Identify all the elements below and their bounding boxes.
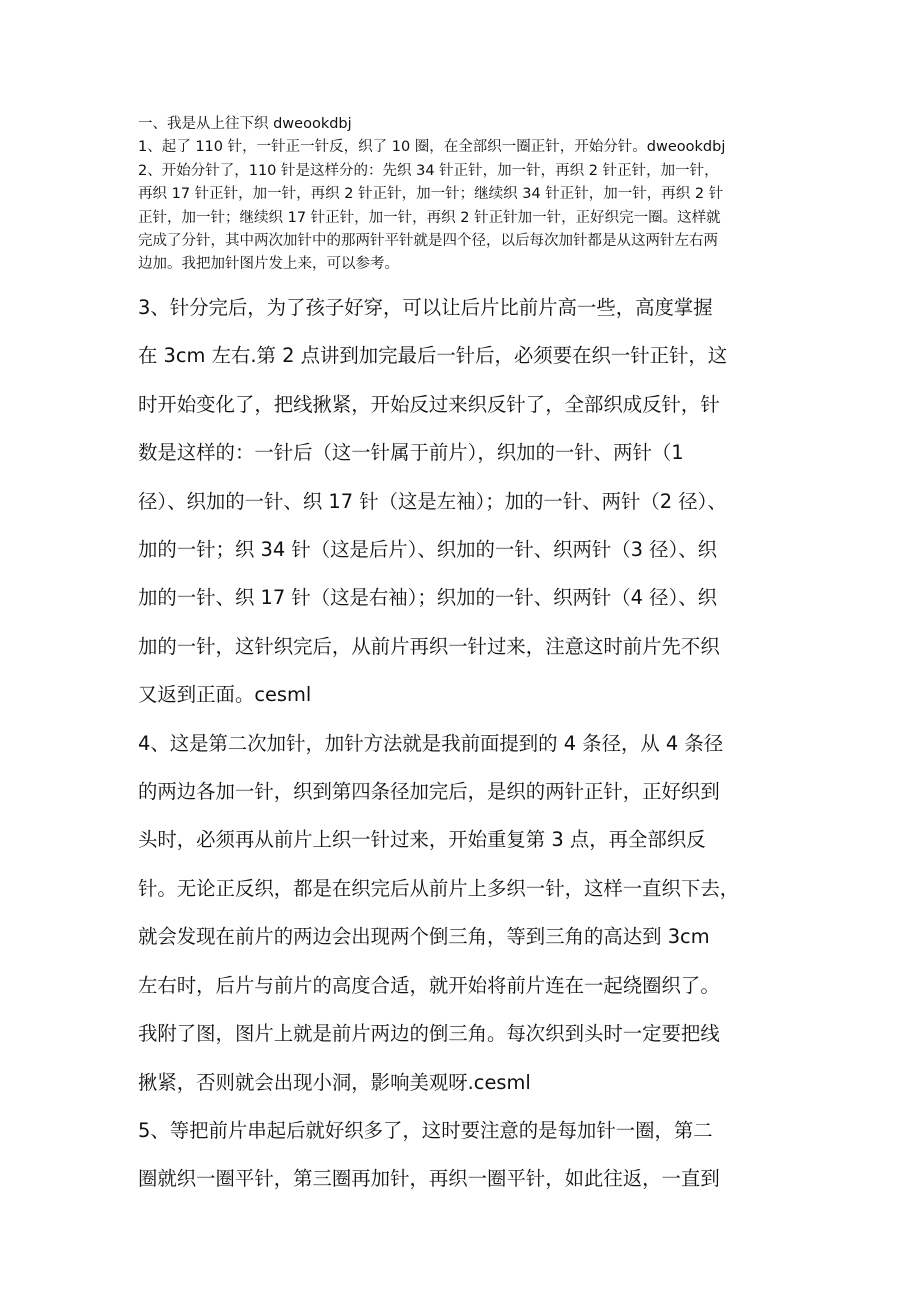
text-line: 我附了图，图片上就是前片两边的倒三角。每次织到头时一定要把线 [138,1022,720,1046]
text-line: 完成了分针，其中两次加针中的那两针平针就是四个径，以后每次加针都是从这两针左右两 [138,233,718,250]
text-line: 数是这样的：一针后（这一针属于前片），织加的一针、两针（1 [138,441,684,465]
text-line: 加的一针，这针织完后，从前片再织一针过来，注意这时前片先不织 [138,634,720,658]
text-line: 在 3cm 左右.第 2 点讲到加完最后一针后，必须要在织一针正针，这 [138,344,728,368]
text-line: 加的一针、织 17 针（这是右袖）；织加的一针、织两针（4 径）、织 [138,586,718,610]
intro-section [138,113,798,277]
text-line: 又返到正面。cesml [138,683,312,707]
text-line: 4、这是第二次加针，加针方法就是我前面提到的 4 条径，从 4 条径 [138,731,724,755]
text-line: 再织 17 针正针，加一针，再织 2 针正针，加一针；继续织 34 针正针，加一针，再织 2 针 [138,186,724,203]
text-line: 1、起了 110 针，一针正一针反，织了 10 圈，在全部织一圈正针，开始分针。dweookdbj [138,139,726,156]
text-line: 加的一针；织 34 针（这是后片）、织加的一针、织两针（3 径）、织 [138,538,718,562]
text-line: 就会发现在前片的两边会出现两个倒三角，等到三角的高达到 3cm [138,925,710,949]
text-line: 边加。我把加针图片发上来，可以参考。 [138,256,399,273]
text-line: 左右时，后片与前片的高度合适，就开始将前片连在一起绕圈织了。 [138,973,720,997]
text-line: 径）、织加的一针、织 17 针（这是左袖）；加的一针、两针（2 径）、 [138,489,727,513]
text-line: 正针，加一针；继续织 17 针正针，加一针，再织 2 针正针加一针，正好织完一圈。这样就 [138,209,721,226]
text-line: 3、针分完后，为了孩子好穿，可以让后片比前片高一些，高度掌握 [138,296,713,319]
instructions-section [138,284,818,1204]
text-line: 5、等把前片串起后就好织多了，这时要注意的是每加针一圈，第二 [138,1118,713,1142]
text-line: 时开始变化了，把线揪紧，开始反过来织反针了，全部织成反针，针 [138,392,720,416]
text-line: 针。无论正反织，都是在织完后从前片上多织一针，这样一直织下去， [138,876,740,900]
text-line: 揪紧，否则就会出现小洞，影响美观呀.cesml [138,1070,531,1094]
text-line: 的两边各加一针，织到第四条径加完后，是织的两针正针，正好织到 [138,780,720,804]
text-line: 2、开始分针了，110 针是这样分的：先织 34 针正针，加一针，再织 2 针正针，加一针， [138,162,719,179]
text-line: 头时，必须再从前片上织一针过来，开始重复第 3 点，再全部织反 [138,828,706,852]
text-line: 一、我是从上往下织 dweookdbj [138,116,352,132]
text-line: 圈就织一圈平针，第三圈再加针，再织一圈平针，如此往返，一直到 [138,1167,720,1191]
